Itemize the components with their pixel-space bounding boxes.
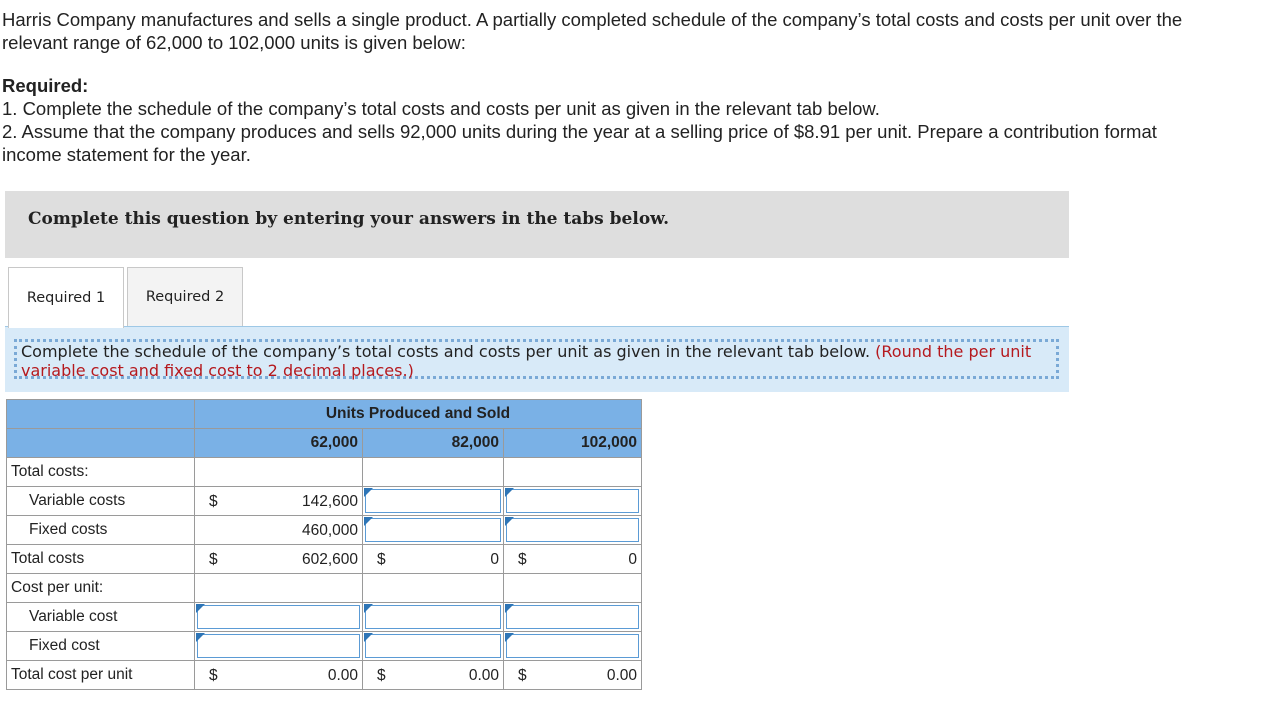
currency-sign: $ bbox=[377, 551, 386, 568]
instruction-box bbox=[14, 339, 1059, 379]
currency-sign: $ bbox=[209, 493, 218, 510]
total-costs-62000-cell bbox=[195, 545, 363, 574]
column-82000: 82,000 bbox=[363, 429, 504, 458]
total-cost-per-unit-62000: 0.00 bbox=[327, 667, 358, 684]
table-row bbox=[7, 487, 642, 516]
table-row bbox=[7, 574, 642, 603]
table-row bbox=[7, 661, 642, 690]
fixed-cost-label: Fixed cost bbox=[7, 632, 195, 661]
total-costs-section-label: Total costs: bbox=[7, 458, 195, 487]
variable-cost-82000-input[interactable] bbox=[363, 603, 504, 632]
total-costs-82000-cell bbox=[363, 545, 504, 574]
fixed-costs-62000: 460,000 bbox=[301, 522, 358, 539]
fixed-costs-62000-cell bbox=[195, 516, 363, 545]
fixed-costs-label: Fixed costs bbox=[7, 516, 195, 545]
currency-sign: $ bbox=[518, 551, 527, 568]
total-costs-82000: 0 bbox=[490, 551, 499, 568]
fixed-cost-62000-input[interactable] bbox=[195, 632, 363, 661]
table-row bbox=[7, 603, 642, 632]
table-row bbox=[7, 516, 642, 545]
table-row bbox=[7, 632, 642, 661]
total-cost-per-unit-82000-cell bbox=[363, 661, 504, 690]
table-row bbox=[7, 545, 642, 574]
variable-costs-62000: 142,600 bbox=[301, 493, 358, 510]
table-header-row bbox=[7, 400, 642, 429]
cost-per-unit-section-label: Cost per unit: bbox=[7, 574, 195, 603]
instruction-banner bbox=[5, 191, 1069, 258]
variable-cost-102000-input[interactable] bbox=[504, 603, 642, 632]
cost-schedule-table bbox=[6, 399, 642, 690]
rounding-note: (Round the per unit variable cost and fixed cost to 2 decimal places.) bbox=[21, 342, 1032, 380]
required-list bbox=[2, 97, 1202, 166]
total-costs-label: Total costs bbox=[7, 545, 195, 574]
problem-intro: Harris Company manufactures and sells a single product. A partially completed schedule of the company’s total costs and costs per unit over the relevant range of 62,000 to 102,000 units is given below: bbox=[2, 9, 1183, 53]
fixed-cost-102000-input[interactable] bbox=[504, 632, 642, 661]
required-item-2: 2. Assume that the company produces and sells 92,000 units during the year at a selling price of $8.91 per unit. Prepare a contribution format income statement for the year. bbox=[2, 121, 1157, 165]
variable-costs-102000-input[interactable] bbox=[504, 487, 642, 516]
variable-costs-82000-input[interactable] bbox=[363, 487, 504, 516]
required-item-1: 1. Complete the schedule of the company’s total costs and costs per unit as given in the relevant tab below. bbox=[2, 98, 880, 119]
required-heading: Required: bbox=[2, 75, 89, 96]
tab-required-1[interactable]: Required 1 bbox=[8, 267, 124, 328]
currency-sign: $ bbox=[209, 667, 218, 684]
variable-costs-62000-cell bbox=[195, 487, 363, 516]
currency-sign: $ bbox=[209, 551, 218, 568]
fixed-costs-82000-input[interactable] bbox=[363, 516, 504, 545]
instruction-panel bbox=[5, 326, 1069, 392]
variable-cost-label: Variable cost bbox=[7, 603, 195, 632]
fixed-costs-102000-input[interactable] bbox=[504, 516, 642, 545]
column-62000: 62,000 bbox=[195, 429, 363, 458]
column-102000: 102,000 bbox=[504, 429, 642, 458]
total-cost-per-unit-82000: 0.00 bbox=[468, 667, 499, 684]
total-cost-per-unit-label: Total cost per unit bbox=[7, 661, 195, 690]
units-header: Units Produced and Sold bbox=[195, 400, 642, 429]
banner-text: Complete this question by entering your answers in the tabs below. bbox=[28, 209, 669, 229]
variable-costs-label: Variable costs bbox=[7, 487, 195, 516]
currency-sign: $ bbox=[518, 667, 527, 684]
fixed-cost-82000-input[interactable] bbox=[363, 632, 504, 661]
total-cost-per-unit-102000: 0.00 bbox=[606, 667, 637, 684]
currency-sign: $ bbox=[377, 667, 386, 684]
total-cost-per-unit-102000-cell bbox=[504, 661, 642, 690]
total-costs-102000: 0 bbox=[628, 551, 637, 568]
total-costs-102000-cell bbox=[504, 545, 642, 574]
total-costs-62000: 602,600 bbox=[301, 551, 358, 568]
instruction-text: Complete the schedule of the company’s total costs and costs per unit as given in the relevant tab below. bbox=[21, 342, 871, 361]
variable-cost-62000-input[interactable] bbox=[195, 603, 363, 632]
tab-required-2[interactable]: Required 2 bbox=[127, 267, 243, 327]
table-row bbox=[7, 458, 642, 487]
total-cost-per-unit-62000-cell bbox=[195, 661, 363, 690]
table-columns-row bbox=[7, 429, 642, 458]
